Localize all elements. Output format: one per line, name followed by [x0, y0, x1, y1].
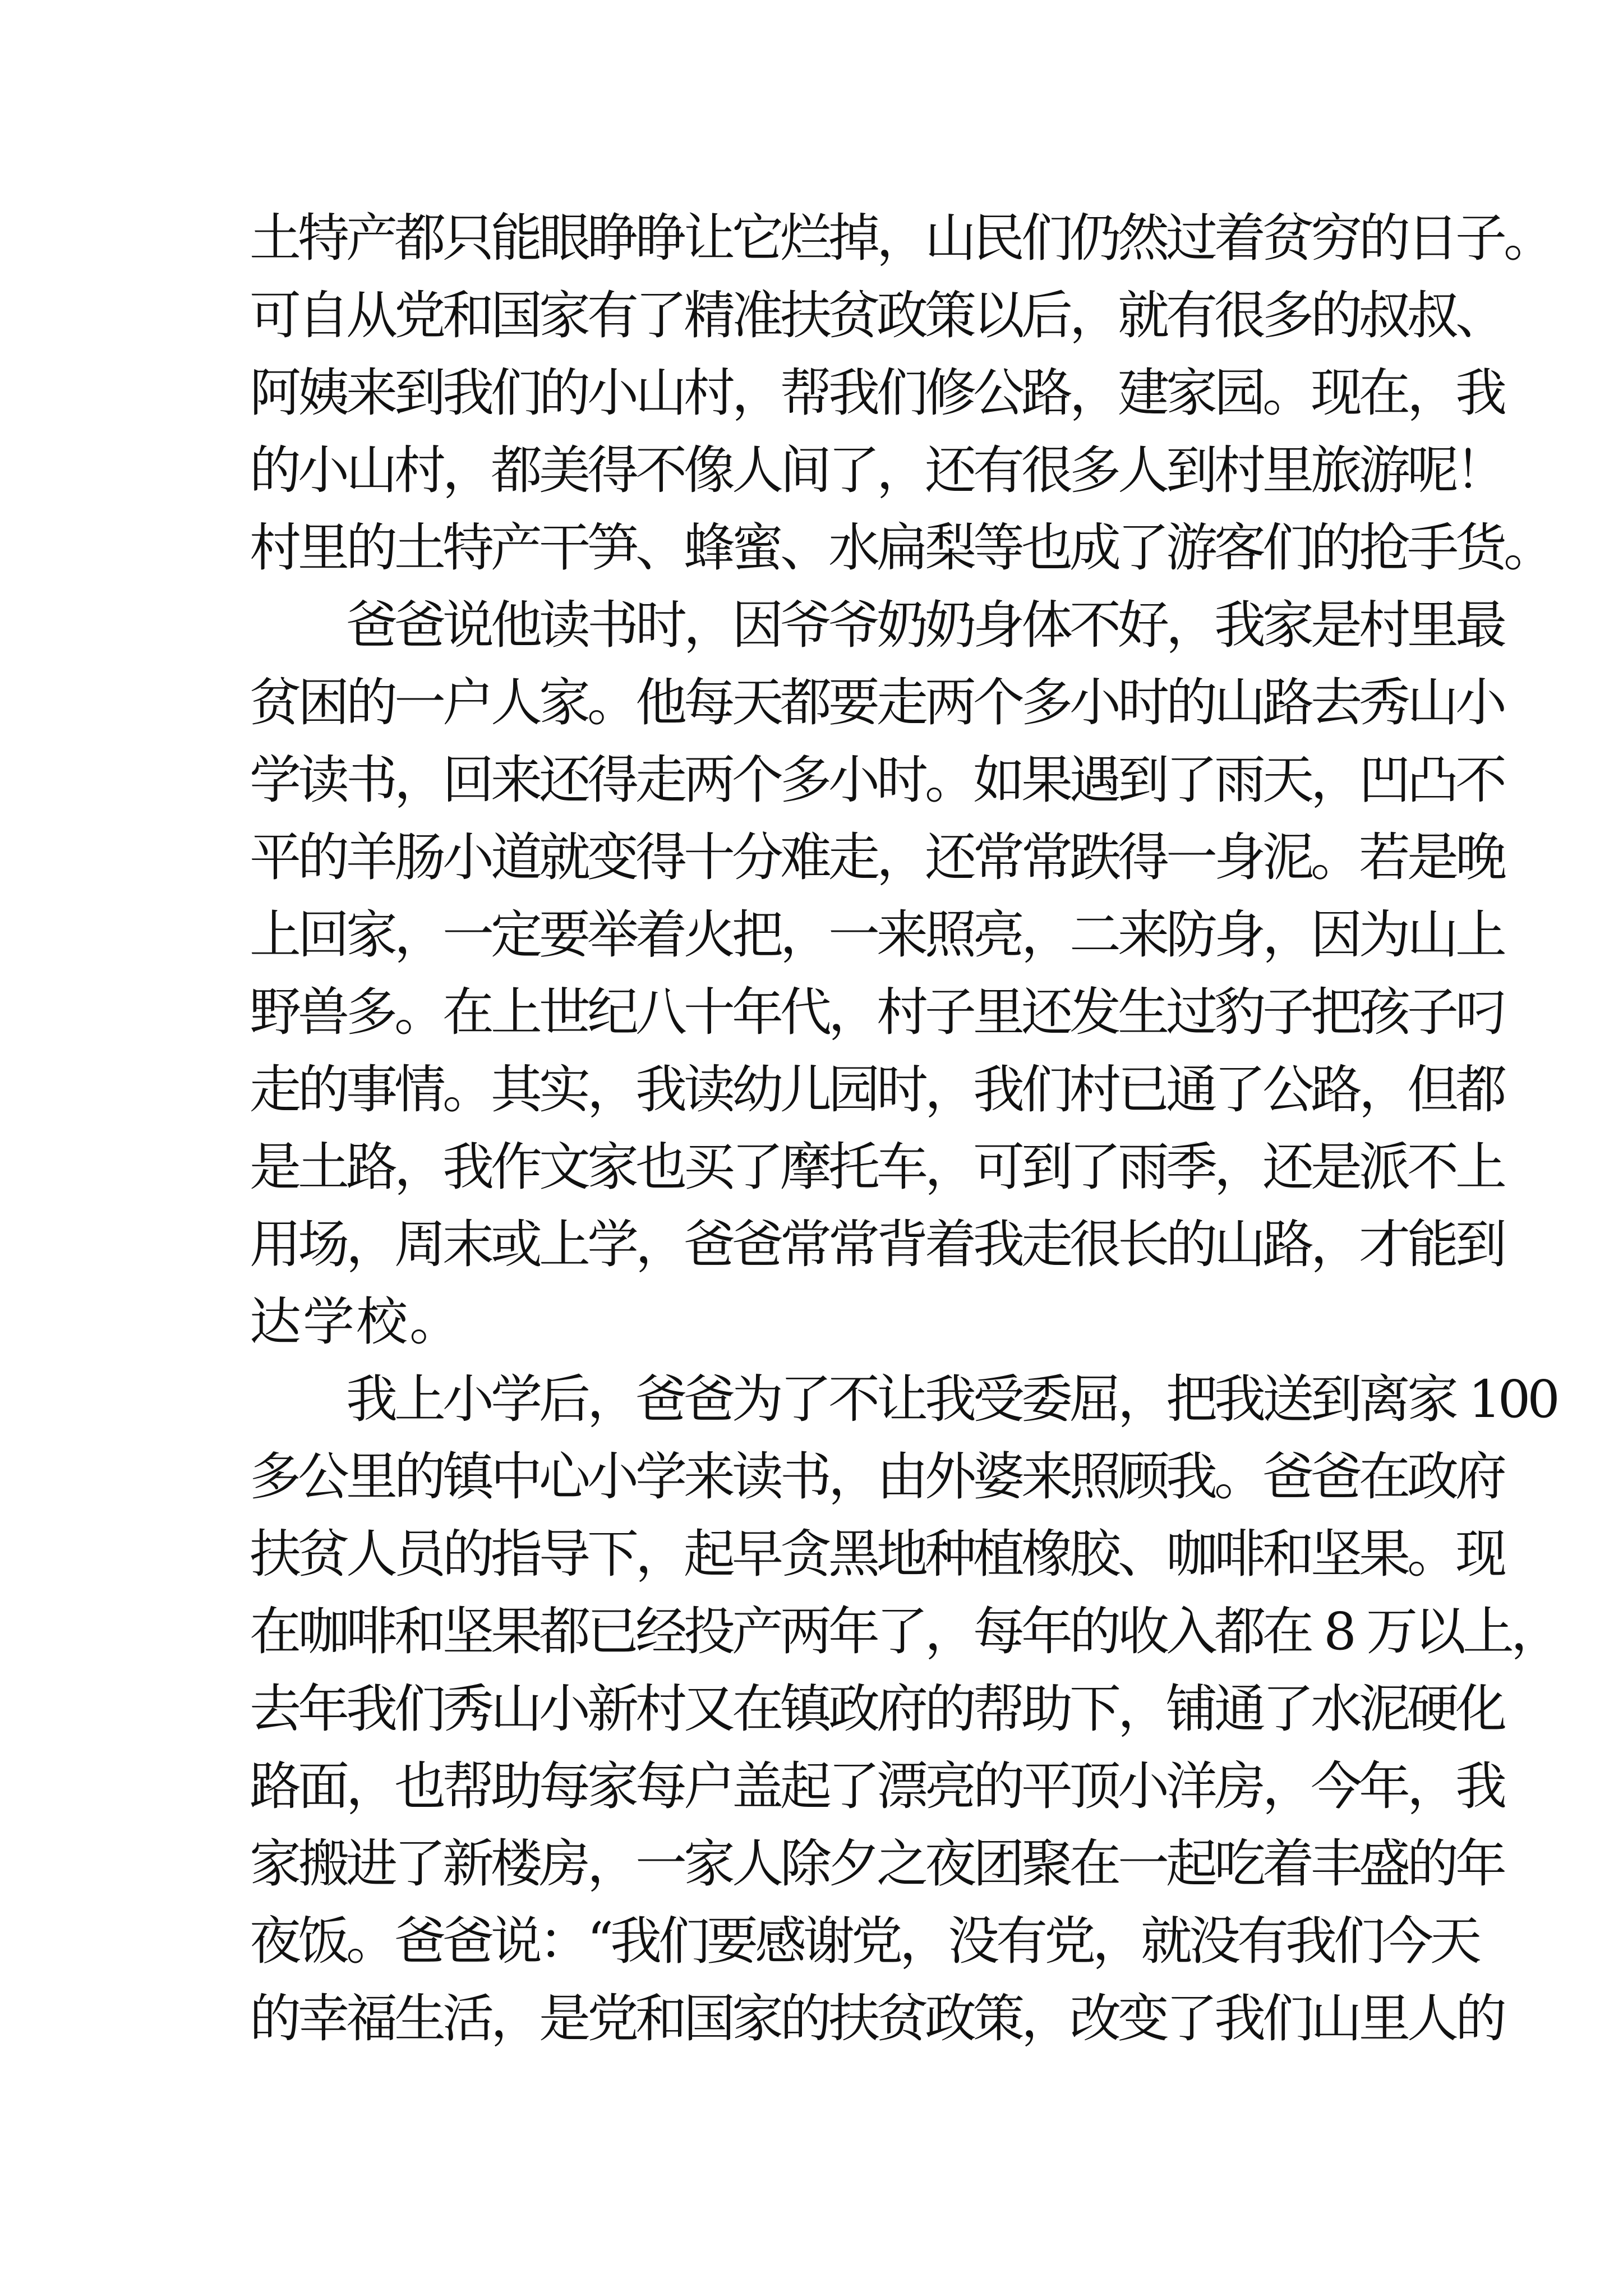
text-line-11: 野兽多。在上世纪八十年代，村子里还发生过豹子把孩子叼: [250, 982, 1504, 1042]
text-line-19: 在咖啡和坚果都已经投产两年了，每年的收入都在 8 万以上，: [250, 1602, 1560, 1662]
text-line-22: 家搬进了新楼房，一家人除夕之夜团聚在一起吃着丰盛的年: [250, 1834, 1504, 1894]
text-line-10: 上回家，一定要举着火把，一来照亮，二来防身，因为山上: [250, 905, 1504, 965]
text-line-21: 路面，也帮助每家每户盖起了漂亮的平顶小洋房，今年，我: [250, 1756, 1504, 1816]
text-line-17: 多公里的镇中心小学来读书，由外婆来照顾我。爸爸在政府: [250, 1447, 1504, 1507]
text-line-23: 夜饭。爸爸说：“我们要感谢党，没有党，就没有我们今天: [250, 1911, 1479, 1971]
text-line-16: 我上小学后，爸爸为了不让我受委屈，把我送到离家 100: [250, 1369, 1557, 1429]
text-line-7: 贫困的一户人家。他每天都要走两个多小时的山路去秀山小: [250, 673, 1504, 733]
text-line-1: 土特产都只能眼睁睁让它烂掉，山民们仍然过着贫穷的日子。: [250, 208, 1552, 268]
text-line-2: 可自从党和国家有了精准扶贫政策以后，就有很多的叔叔、: [250, 286, 1504, 346]
text-line-13: 是土路，我作文家也买了摩托车，可到了雨季，还是派不上: [250, 1137, 1504, 1197]
text-line-12: 走的事情。其实，我读幼儿园时，我们村已通了公路，但都: [250, 1060, 1504, 1120]
text-line-6: 爸爸说他读书时，因爷爷奶奶身体不好，我家是村里最: [250, 595, 1504, 655]
text-line-15: 达学校。: [250, 1292, 463, 1352]
text-line-24: 的幸福生活，是党和国家的扶贫政策，改变了我们山里人的: [250, 1989, 1504, 2049]
text-line-9: 平的羊肠小道就变得十分难走，还常常跌得一身泥。若是晚: [250, 827, 1504, 887]
text-line-3: 阿姨来到我们的小山村，帮我们修公路，建家园。现在，我: [250, 363, 1504, 423]
text-line-14: 用场，周末或上学，爸爸常常背着我走很长的山路，才能到: [250, 1214, 1504, 1274]
text-line-18: 扶贫人员的指导下，起早贪黑地种植橡胶、咖啡和坚果。现: [250, 1524, 1504, 1584]
text-line-4: 的小山村，都美得不像人间了，还有很多人到村里旅游呢！: [250, 440, 1504, 500]
text-line-8: 学读书，回来还得走两个多小时。如果遇到了雨天，凹凸不: [250, 750, 1504, 810]
document-body: [250, 200, 1560, 2058]
text-line-5: 村里的土特产干笋、蜂蜜、水扁梨等也成了游客们的抢手货。: [250, 518, 1552, 578]
text-line-20: 去年我们秀山小新村又在镇政府的帮助下，铺通了水泥硬化: [250, 1679, 1504, 1739]
